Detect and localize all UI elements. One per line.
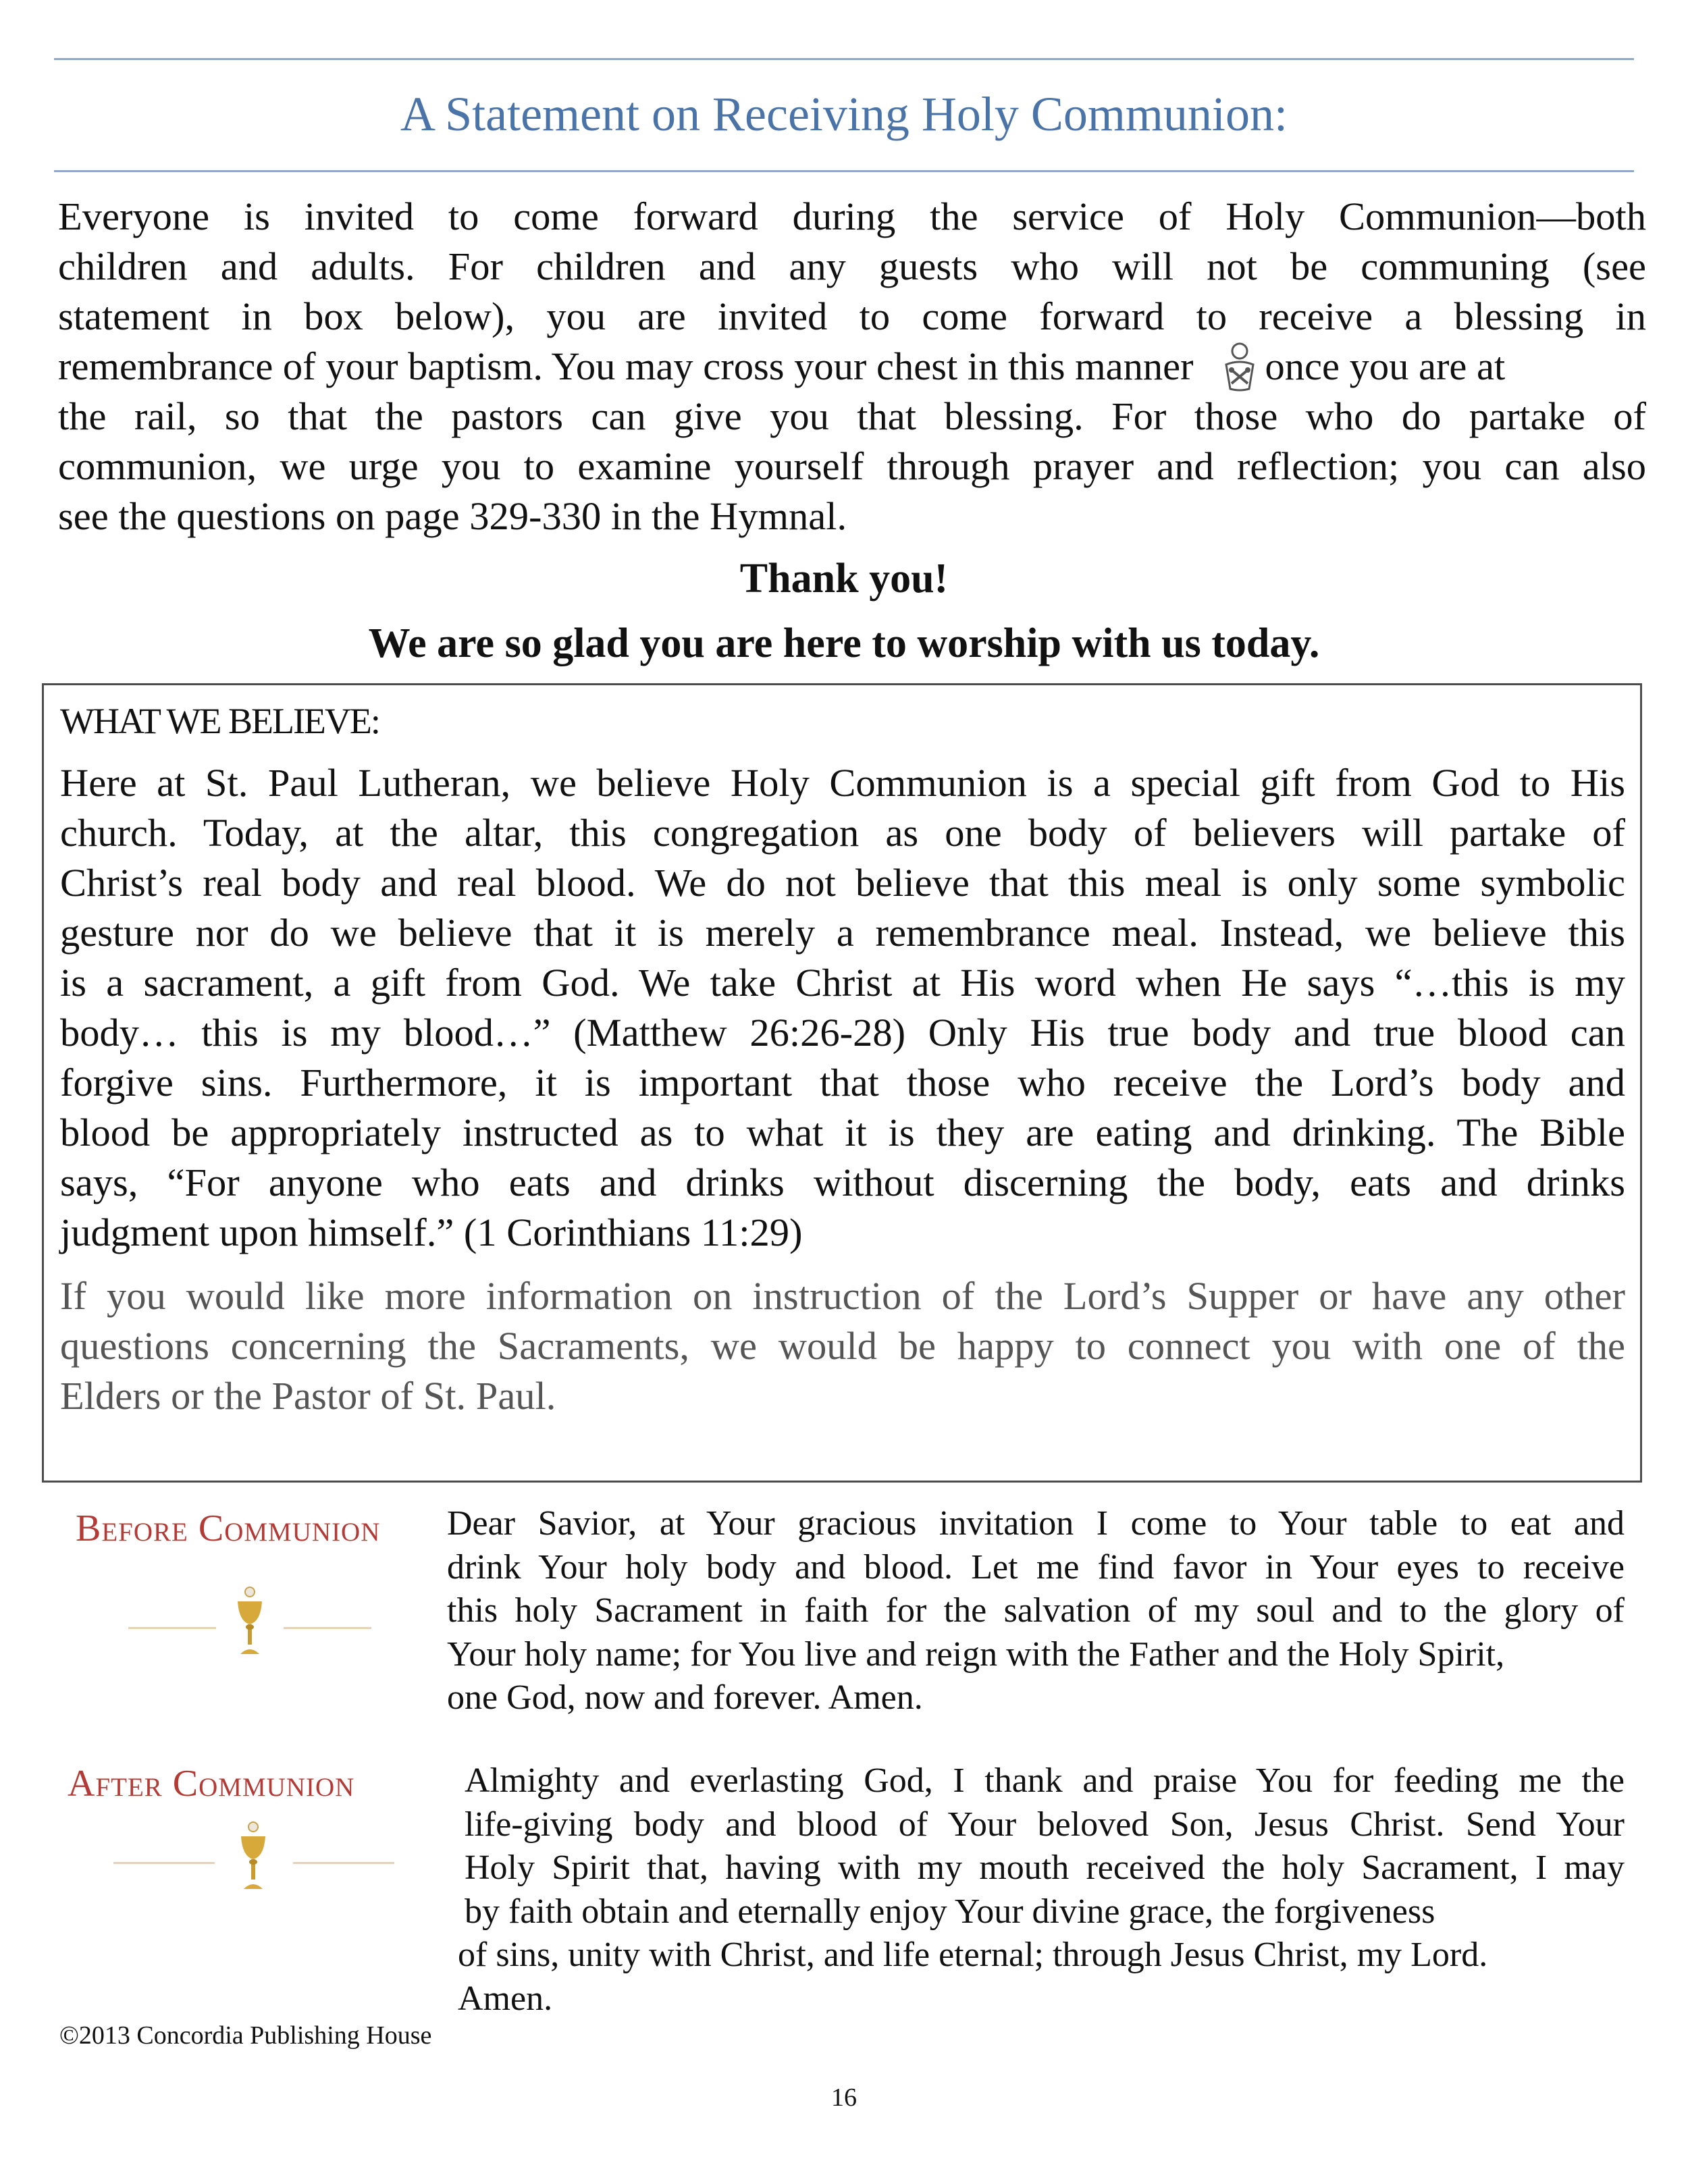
prayer-line: by faith obtain and eternally enjoy Your divine grace, the forgiveness xyxy=(465,1892,1435,1931)
prayer-line: this holy Sacrament in faith for the salvation of my soul and to the glory of xyxy=(447,1591,1625,1630)
intro-line: communion, we urge you to examine yourself through prayer and reflection; you can also xyxy=(58,444,1646,488)
prayer-line: Holy Spirit that, having with my mouth received the holy Sacrament, I may xyxy=(465,1848,1625,1887)
belief-paragraph xyxy=(60,758,1625,1258)
thank-you-heading: Thank you! xyxy=(739,556,949,602)
page-title: A Statement on Receiving Holy Communion: xyxy=(400,87,1288,141)
belief-line: forgive sins. Furthermore, it is important that those who receive the Lord’s body and xyxy=(60,1061,1625,1104)
prayer-line: one God, now and forever. Amen. xyxy=(447,1678,923,1717)
prayer-line: Dear Savior, at Your gracious invitation I come to Your table to eat and xyxy=(447,1504,1625,1543)
belief-line: body… this is my blood…” (Matthew 26:26-28) Only His true body and true blood can xyxy=(60,1011,1625,1055)
chalice-icon xyxy=(235,1587,265,1661)
intro-line: children and adults. For children and any guests who will not be communing (see xyxy=(58,244,1646,288)
prayer-line: Almighty and everlasting God, I thank and praise You for feeding me the xyxy=(465,1761,1625,1800)
belief-line: blood be appropriately instructed as to what it is they are eating and drinking. The Bible xyxy=(60,1111,1625,1154)
before-communion-label: Before Communion xyxy=(76,1508,381,1549)
welcome-heading: We are so glad you are here to worship with us today. xyxy=(368,620,1320,666)
chalice-icon xyxy=(238,1821,268,1896)
prayer-line: drink Your holy body and blood. Let me find favor in Your eyes to receive xyxy=(447,1547,1625,1587)
intro-line: Everyone is invited to come forward during the service of Holy Communion—both xyxy=(58,194,1646,238)
belief-line: judgment upon himself.” (1 Corinthians 11:29) xyxy=(60,1210,803,1254)
info-line: questions concerning the Sacraments, we would be happy to connect you with one of the xyxy=(60,1324,1625,1368)
title-underline-rule xyxy=(54,170,1634,172)
belief-line: Christ’s real body and real blood. We do not believe that this meal is only some symbolic xyxy=(60,861,1625,905)
prayer-line: of sins, unity with Christ, and life eternal; through Jesus Christ, my Lord. xyxy=(458,1936,1488,1974)
intro-line: the rail, so that the pastors can give you that blessing. For those who do partake of xyxy=(58,394,1646,438)
intro-line-part: remembrance of your baptism. You may cross your chest in this manner xyxy=(58,344,1194,388)
what-we-believe-box xyxy=(42,683,1642,1483)
after-chalice-divider xyxy=(113,1821,394,1896)
intro-paragraph xyxy=(58,192,1646,541)
intro-line-with-gesture xyxy=(58,342,1646,392)
prayer-line: Your holy name; for You live and reign with the Father and the Holy Spirit, xyxy=(447,1634,1505,1674)
divider-line xyxy=(128,1627,216,1629)
belief-line: gesture nor do we believe that it is merely a remembrance meal. Instead, we believe this xyxy=(60,911,1625,955)
after-communion-label: After Communion xyxy=(68,1763,355,1805)
before-communion-prayer xyxy=(447,1502,1625,1720)
info-paragraph xyxy=(60,1271,1625,1421)
prayer-line: Amen. xyxy=(458,1979,553,2018)
belief-line: Here at St. Paul Lutheran, we believe Holy Communion is a special gift from God to His xyxy=(60,761,1625,805)
divider-line xyxy=(293,1862,394,1864)
after-communion-prayer xyxy=(458,1759,1625,2021)
page-number: 16 xyxy=(831,2083,857,2112)
prayer-line: life-giving body and blood of Your beloved Son, Jesus Christ. Send Your xyxy=(465,1805,1625,1844)
divider-line xyxy=(284,1627,371,1629)
belief-line: church. Today, at the altar, this congregation as one body of believers will partake of xyxy=(60,811,1625,855)
info-line: Elders or the Pastor of St. Paul. xyxy=(60,1374,556,1418)
intro-line: see the questions on page 329-330 in the Hymnal. xyxy=(58,494,847,538)
belief-line: says, “For anyone who eats and drinks without discerning the body, eats and drinks xyxy=(60,1161,1625,1204)
cross-chest-gesture-icon xyxy=(1222,342,1257,392)
belief-line: is a sacrament, a gift from God. We take Christ at His word when He says “…this is my xyxy=(60,961,1625,1005)
box-heading: WHAT WE BELIEVE: xyxy=(60,701,379,741)
info-line: If you would like more information on instruction of the Lord’s Supper or have any other xyxy=(60,1274,1625,1318)
divider-line xyxy=(113,1862,215,1864)
intro-line-part: once you are at xyxy=(1265,344,1506,388)
intro-line: statement in box below), you are invited to come forward to receive a blessing in xyxy=(58,294,1646,338)
copyright-notice: ©2013 Concordia Publishing House xyxy=(59,2021,432,2050)
before-chalice-divider xyxy=(128,1587,371,1661)
top-rule xyxy=(54,58,1634,60)
